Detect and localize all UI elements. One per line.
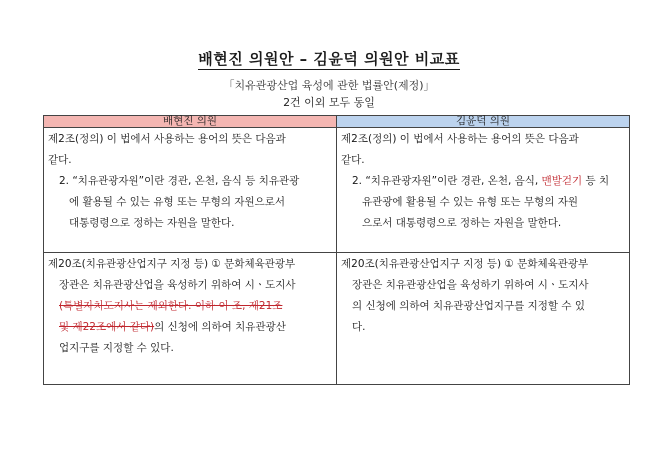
left-article-2 xyxy=(44,128,337,253)
text-line: 에 활용될 수 있는 유형 또는 무형의 자원으로서 xyxy=(69,196,286,208)
text-line: 장관은 치유관광산업을 육성하기 위하여 시ㆍ도지사 xyxy=(59,279,296,291)
right-article-20 xyxy=(337,253,630,385)
text-line: 제2조(정의) 이 법에서 사용하는 용어의 뜻은 다음과 xyxy=(341,133,579,145)
text-line: 2. “치유관광자원”이란 경관, 온천, 음식, 맨발걷기 등 치 xyxy=(352,175,610,187)
comparison-table xyxy=(43,115,630,385)
text-line: 유관광에 활용될 수 있는 유형 또는 무형의 자원 xyxy=(362,196,579,208)
text-line: 제2조(정의) 이 법에서 사용하는 용어의 뜻은 다음과 xyxy=(48,133,286,145)
text-line: 제20조(치유관광산업지구 지정 등) ① 문화체육관광부 xyxy=(48,258,296,270)
deleted-text: (특별자치도지사는 제외한다. 이하 이 조, 제21조 xyxy=(59,300,283,312)
text-line: 의 신청에 의하여 치유관광산업지구를 지정할 수 있 xyxy=(352,300,586,312)
header-right: 김윤덕 의원 xyxy=(337,116,630,128)
bill-name: 「치유관광산업 육성에 관한 법률안(제정)」 xyxy=(223,79,435,92)
text-line: 장관은 치유관광산업을 육성하기 위하여 시ㆍ도지사 xyxy=(352,279,589,291)
text-line: 2. “치유관광자원”이란 경관, 온천, 음식 등 치유관광 xyxy=(59,175,300,187)
text-line: 제20조(치유관광산업지구 지정 등) ① 문화체육관광부 xyxy=(341,258,589,270)
text-line: 대통령령으로 정하는 자원을 말한다. xyxy=(69,217,235,229)
header-left: 배현진 의원 xyxy=(44,116,337,128)
text-line: 다. xyxy=(352,321,366,333)
difference-summary: 2건 이외 모두 동일 xyxy=(283,96,375,109)
text-line: 업지구를 지정할 수 있다. xyxy=(59,342,174,354)
added-text: 맨발걷기 xyxy=(541,175,583,187)
right-article-2 xyxy=(337,128,630,253)
deleted-text: 및 제22조에서 같다) xyxy=(59,321,155,333)
text-line: 으로서 대통령령으로 정하는 자원을 말한다. xyxy=(362,217,562,229)
text-line: 및 제22조에서 같다)의 신청에 의하여 치유관광산 xyxy=(59,321,286,333)
text-line: 같다. xyxy=(341,154,365,166)
document-title: 배현진 의원안 – 김윤덕 의원안 비교표 xyxy=(198,50,460,68)
text-line: 같다. xyxy=(48,154,72,166)
left-article-20 xyxy=(44,253,337,385)
